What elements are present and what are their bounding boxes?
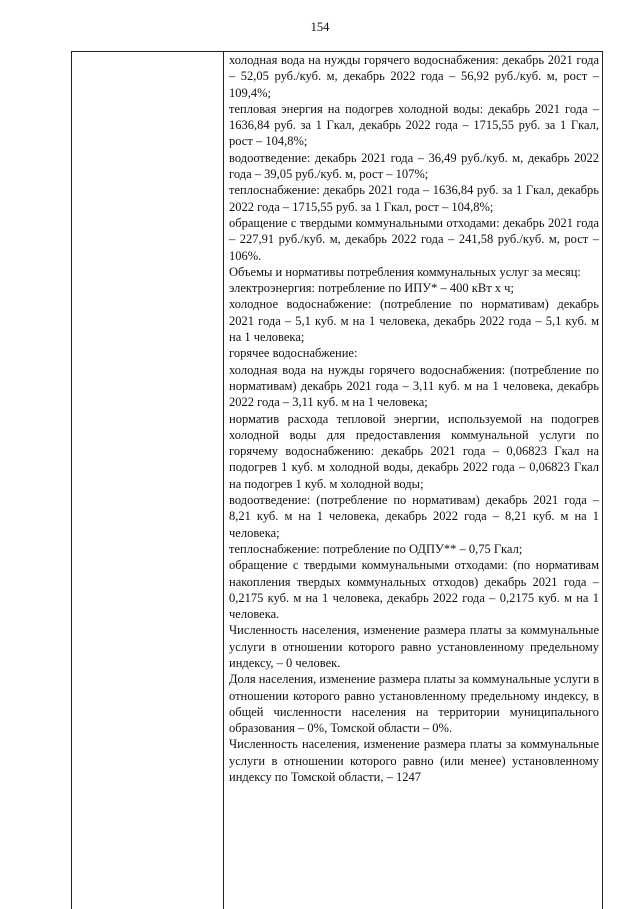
paragraph: тепловая энергия на подогрев холодной воды: декабрь 2021 года – 1636,84 руб. за 1 Гкал, декабрь 2022 года – 1715,55 руб. за 1 Гкал, рост – 104,8%;	[229, 101, 599, 149]
document-table	[71, 51, 603, 909]
paragraph: водоотведение: (потребление по нормативам) декабрь 2021 года – 8,21 куб. м на 1 человека, декабрь 2022 года – 8,21 куб. м на 1 человека;	[229, 493, 599, 540]
table-cell-content	[229, 52, 599, 785]
paragraph: электроэнергия: потребление по ИПУ* – 400 кВт х ч;	[229, 281, 514, 296]
paragraph: Численность населения, изменение размера платы за коммунальные услуги в отношении которого равно установленному предельному индексу, – 0 человек.	[229, 623, 599, 670]
paragraph: Численность населения, изменение размера платы за коммунальные услуги в отношении которого равно (или менее) установленному индексу по Томской области, – 1247	[229, 737, 599, 785]
paragraph: Объемы и нормативы потребления коммунальных услуг за месяц:	[229, 264, 581, 279]
paragraph: холодное водоснабжение: (потребление по нормативам) декабрь 2021 года – 5,1 куб. м на 1 человека, декабрь 2022 года – 5,1 куб. м на 1 человека;	[229, 297, 599, 345]
paragraph: обращение с твердыми коммунальными отходами: (по нормативам накопления твердых коммунальных отходов) декабрь 2021 года – 0,2175 куб. м на 1 человека, декабрь 2022 года – 0,2175 куб. м на 1 человека.	[229, 558, 599, 622]
paragraph: теплоснабжение: потребление по ОДПУ** – 0,75 Гкал;	[229, 541, 523, 556]
paragraph: холодная вода на нужды горячего водоснабжения: (потребление по нормативам) декабрь 2021 года – 3,11 куб. м на 1 человека, декабрь 2022 года – 3,11 куб. м на 1 человека;	[229, 362, 599, 410]
paragraph: обращение с твердыми коммунальными отходами: декабрь 2021 года – 227,91 руб./куб. м, декабрь 2022 года – 241,58 руб./куб. м, рост – 106%.	[229, 215, 599, 263]
paragraph: водоотведение: декабрь 2021 года – 36,49 руб./куб. м, декабрь 2022 года – 39,05 руб./куб. м, рост – 107%;	[229, 150, 599, 182]
column-divider	[223, 52, 224, 909]
paragraph: норматив расхода тепловой энергии, используемой на подогрев холодной воды для предоставления коммунальной услуги по горячему водоснабжению: декабрь 2021 года – 0,06823 Гкал на подогрев 1 куб. м холодной воды, декабрь 2022 года – 0,06823 Гкал на подогрев 1 куб. м холодной воды;	[229, 411, 599, 491]
paragraph: холодная вода на нужды горячего водоснабжения: декабрь 2021 года – 52,05 руб./куб. м, декабрь 2022 года – 56,92 руб./куб. м, рост – 109,4%;	[229, 53, 599, 100]
paragraph: Доля населения, изменение размера платы за коммунальные услуги в отношении которого равно установленному предельному индексу, в общей численности населения на территории муниципального образования – 0%, Томской области – 0%.	[229, 672, 599, 736]
page-number: 154	[310, 20, 330, 34]
paragraph: теплоснабжение: декабрь 2021 года – 1636,84 руб. за 1 Гкал, декабрь 2022 года – 1715,55 руб. за 1 Гкал, рост – 104,8%;	[229, 183, 599, 214]
paragraph: горячее водоснабжение:	[229, 346, 358, 361]
